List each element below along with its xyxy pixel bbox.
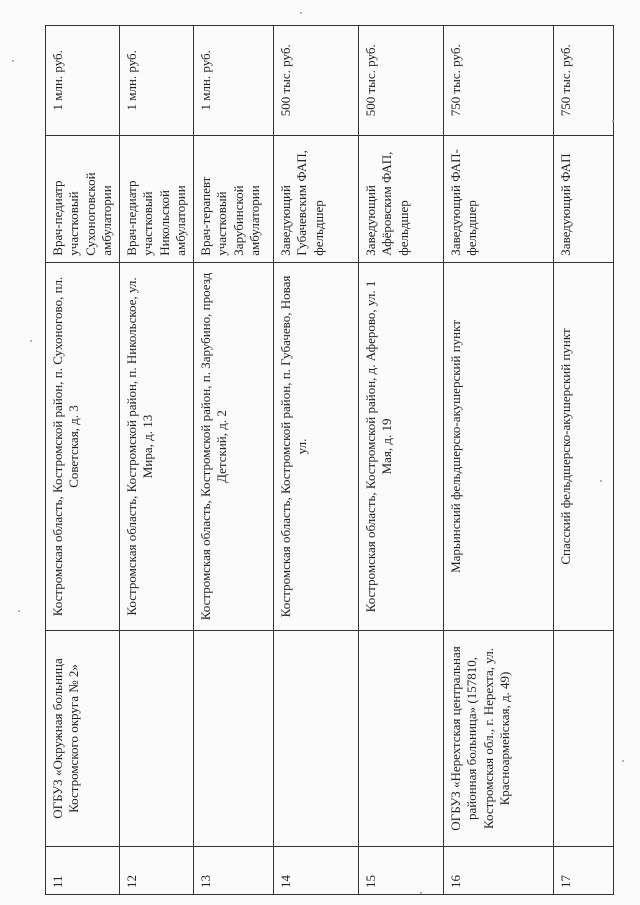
organization-cell <box>194 631 274 846</box>
address-cell: Костромская область, Костромской район, д. Аферово, ул. 1 Мая, д. 19 <box>359 262 444 631</box>
amount-cell: 500 тыс. руб. <box>359 26 444 136</box>
address-cell: Костромская область, Костромской район, п. Зарубино, проезд Детский, д. 2 <box>194 262 274 631</box>
scan-speck <box>420 892 422 894</box>
rotated-table-wrapper <box>45 25 605 895</box>
row-number: 13 <box>194 846 274 894</box>
organization-cell: ОГБУЗ «Окружная больница Костромского округа № 2» <box>46 631 120 846</box>
address-cell: Костромская область, Костромской район, п. Сухоногово, пл. Советская, д. 3 <box>46 262 120 631</box>
amount-cell: 1 млн. руб. <box>120 26 194 136</box>
position-cell: Заведующий ФАП-фельдшер <box>444 135 554 262</box>
position-cell: Заведующий Афёровским ФАП, фельдшер <box>359 135 444 262</box>
row-number: 14 <box>274 846 359 894</box>
position-cell: Заведующий ФАП <box>554 135 614 262</box>
position-cell: Врач-педиатр участковый Сухоноговской амбулатории <box>46 135 120 262</box>
scan-speck <box>622 760 624 762</box>
row-number: 16 <box>444 846 554 894</box>
organization-cell <box>274 631 359 846</box>
row-number: 11 <box>46 846 120 894</box>
scan-speck <box>12 60 14 62</box>
address-cell: Спасский фельдшерско-акушерский пункт <box>554 262 614 631</box>
position-cell: Заведующий Губачевским ФАП, фельдшер <box>274 135 359 262</box>
position-cell: Врач-педиатр участковый Никольской амбулатории <box>120 135 194 262</box>
table-row <box>46 26 120 895</box>
amount-cell: 1 млн. руб. <box>46 26 120 136</box>
position-cell: Врач-терапевт участковый Зарубинской амбулатории <box>194 135 274 262</box>
row-number: 12 <box>120 846 194 894</box>
organization-cell <box>120 631 194 846</box>
organization-cell <box>359 631 444 846</box>
scan-speck <box>612 120 614 122</box>
organization-cell <box>554 631 614 846</box>
table-row <box>120 26 194 895</box>
facilities-table <box>45 25 614 895</box>
address-cell: Марьинский фельдшерско-акушерский пункт <box>444 262 554 631</box>
scan-speck <box>18 610 20 612</box>
table-row <box>554 26 614 895</box>
table-row <box>444 26 554 895</box>
amount-cell: 750 тыс. руб. <box>444 26 554 136</box>
amount-cell: 500 тыс. руб. <box>274 26 359 136</box>
scan-speck <box>30 340 32 342</box>
scan-speck <box>600 480 602 482</box>
table-row <box>359 26 444 895</box>
scan-speck <box>300 12 302 14</box>
row-number: 17 <box>554 846 614 894</box>
organization-cell: ОГБУЗ «Нерехтская центральная районная больница» (157810, Костромская обл., г. Нерехта, ул. Красноармейская, д. 49) <box>444 631 554 846</box>
amount-cell: 750 тыс. руб. <box>554 26 614 136</box>
address-cell: Костромская область, Костромской район, п. Губачево, Новая ул. <box>274 262 359 631</box>
table-row <box>194 26 274 895</box>
table-row <box>274 26 359 895</box>
amount-cell: 1 млн. руб. <box>194 26 274 136</box>
address-cell: Костромская область, Костромской район, п. Никольское, ул. Мира, д. 13 <box>120 262 194 631</box>
row-number: 15 <box>359 846 444 894</box>
